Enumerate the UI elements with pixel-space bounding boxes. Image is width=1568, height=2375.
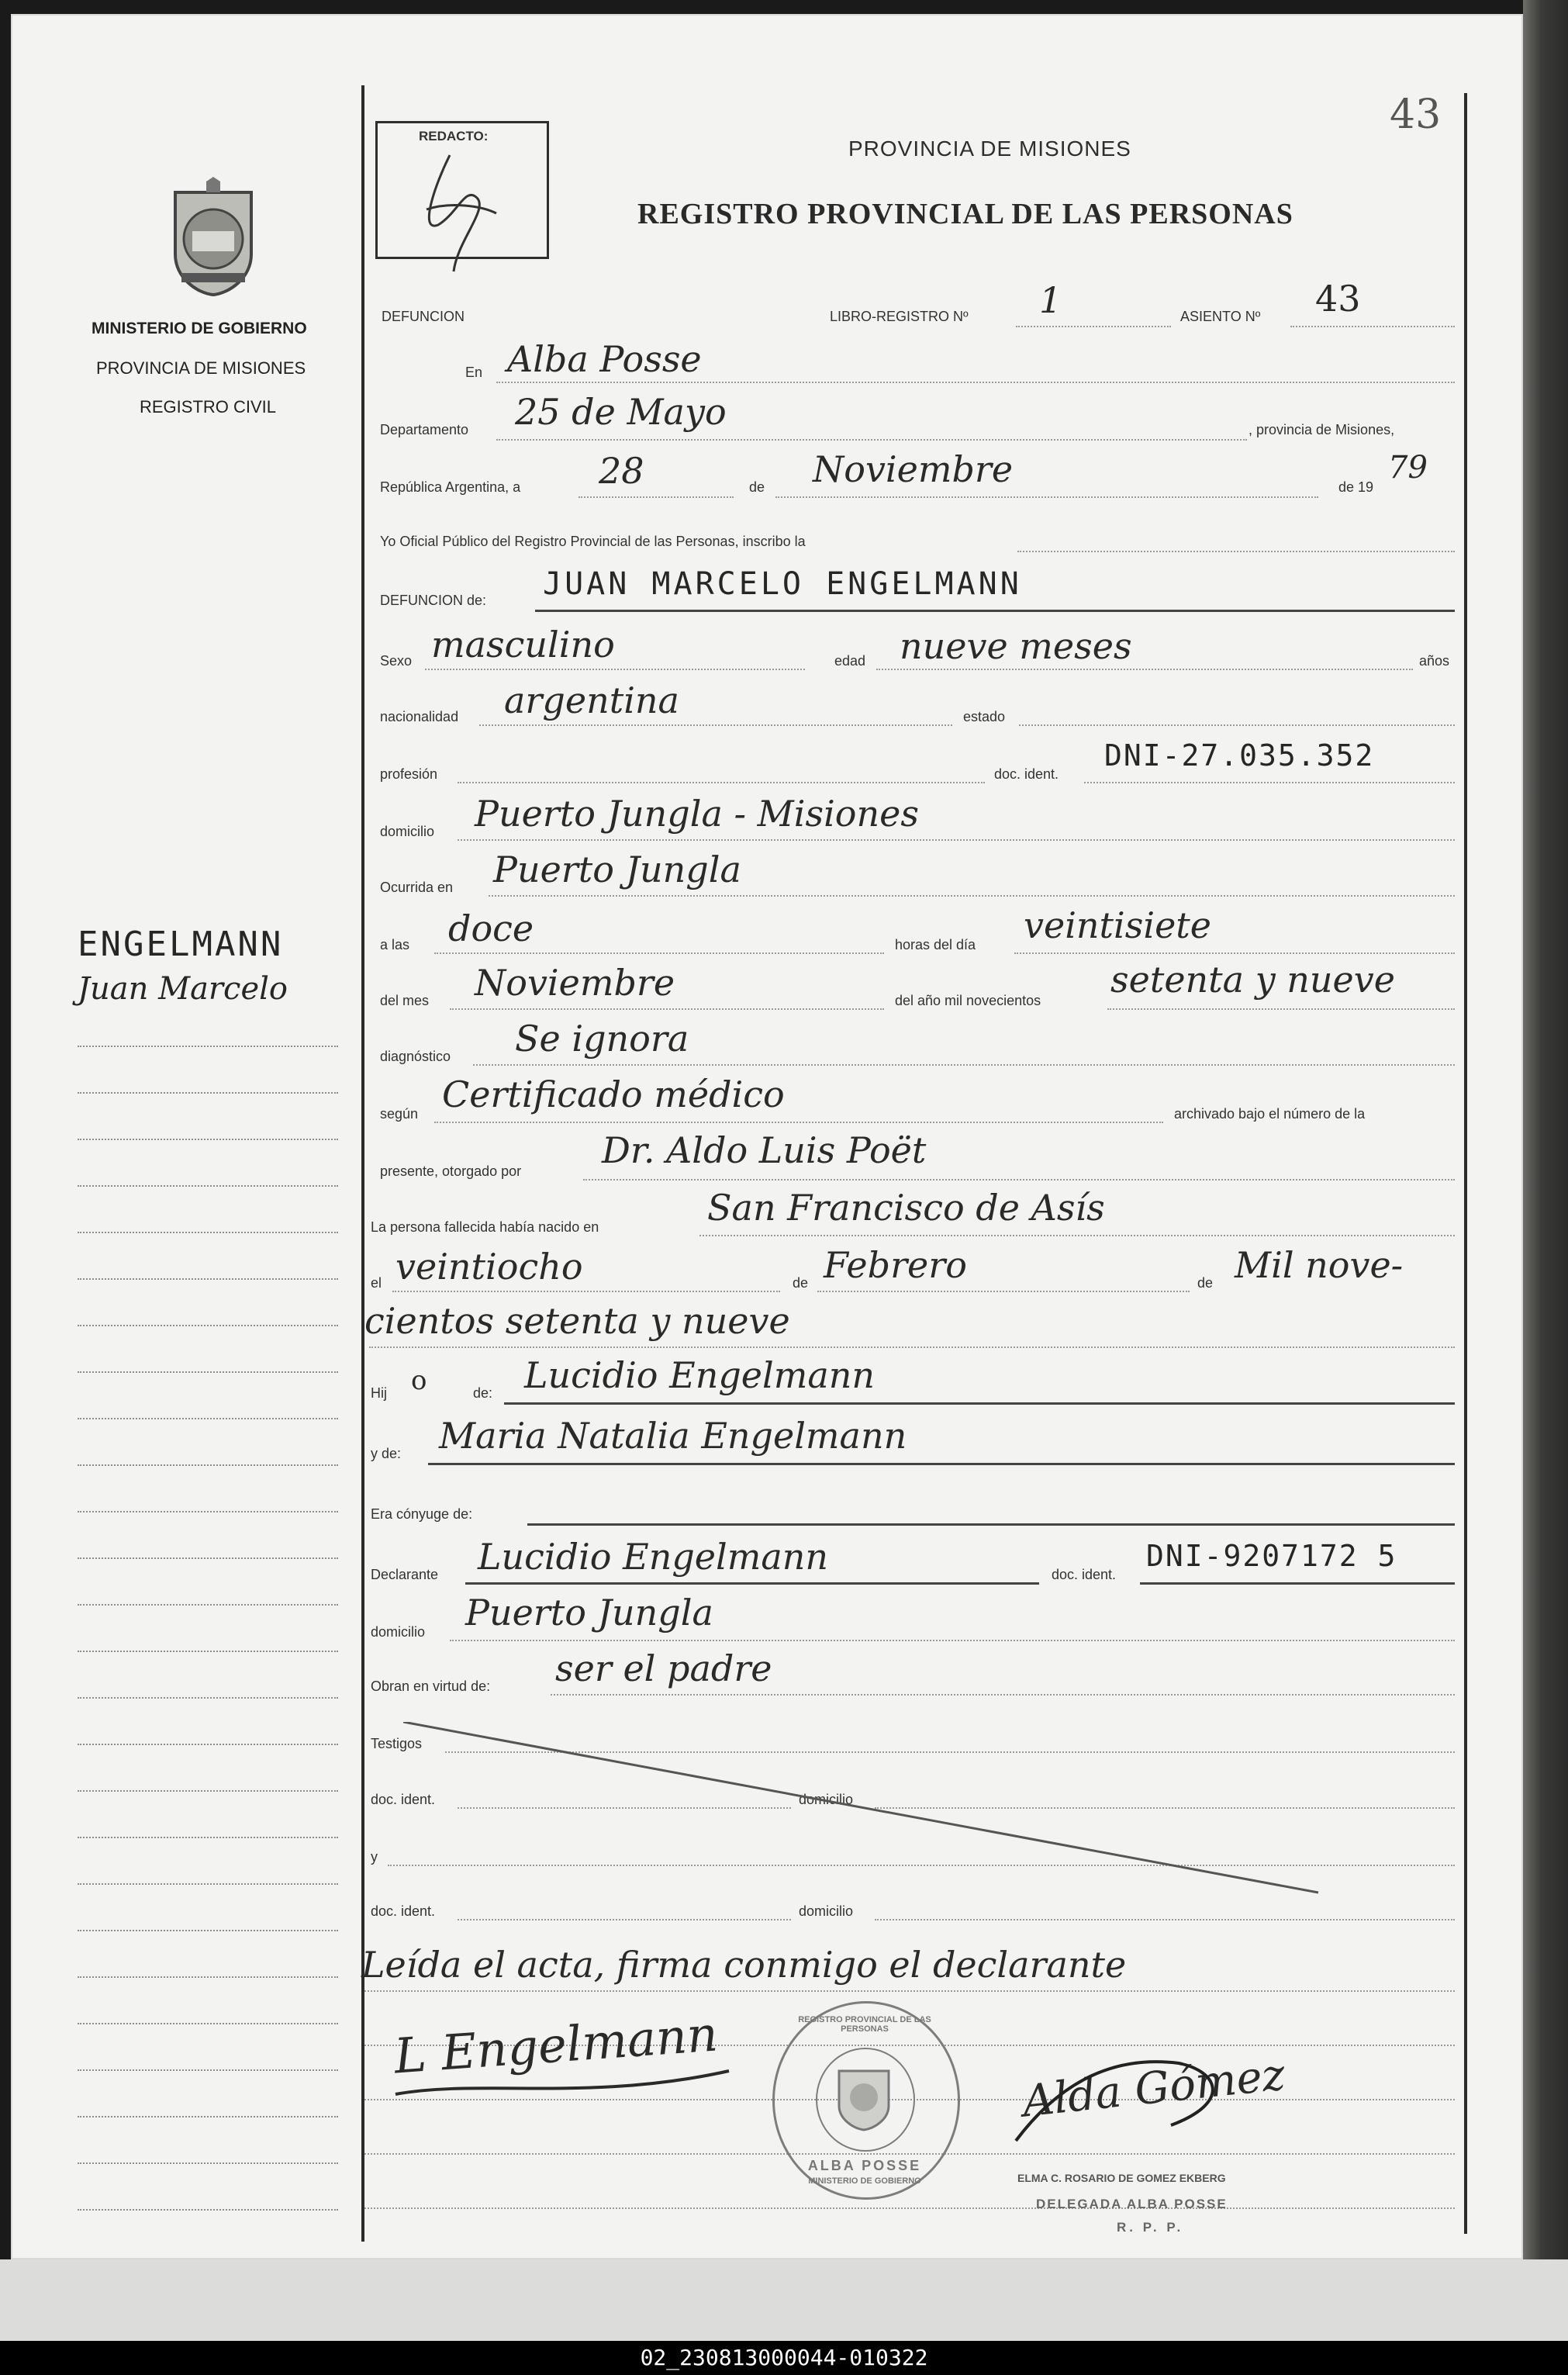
doc-ident-line (1084, 782, 1455, 783)
margin-note-surname: ENGELMANN (78, 925, 284, 964)
anos-label: años (1419, 653, 1450, 669)
margin-line (78, 2069, 338, 2071)
t2-doc-line (458, 1919, 791, 1920)
coat-of-arms-logo (160, 177, 267, 296)
departamento-label: Departamento (380, 422, 469, 437)
del-mes-value: Noviembre (475, 962, 675, 1004)
month-line (775, 496, 1318, 498)
asiento-value: 43 (1315, 278, 1361, 320)
declarante-signature: L Engelmann (392, 2005, 720, 2085)
de3-value: Mil nove- (1235, 1244, 1404, 1286)
presente-value: Dr. Aldo Luis Poët (602, 1129, 927, 1171)
del-mes-label: del mes (380, 993, 430, 1008)
margin-line (78, 1883, 338, 1885)
margin-line (78, 1697, 338, 1699)
obran-line (551, 1694, 1455, 1696)
declarante-label: Declarante (371, 1567, 439, 1582)
month-value: Noviembre (813, 448, 1014, 490)
scan-filename: 02_230813000044-010322 (0, 2341, 1568, 2375)
edad-label: edad (834, 653, 866, 669)
margin-line (78, 1837, 338, 1838)
de2-label: de (793, 1275, 809, 1291)
departamento-value: 25 de Mayo (515, 391, 727, 433)
day-value: 28 (599, 450, 644, 492)
declarante-signature-flourish (388, 2063, 744, 2110)
horas-line (1014, 952, 1455, 954)
diagnostico-label: diagnóstico (380, 1049, 451, 1064)
profesion-label: profesión (380, 766, 438, 782)
libro-value: 1 (1039, 279, 1062, 321)
header-registry: REGISTRO PROVINCIAL DE LAS PERSONAS (637, 198, 1293, 230)
de-label: de (749, 479, 765, 495)
margin-line (78, 1139, 338, 1140)
decl-doc-line (1140, 1582, 1455, 1585)
en-label: En (465, 365, 483, 380)
margin-line (78, 1511, 338, 1512)
horas-value: veintisiete (1024, 904, 1211, 946)
signature-area-line (364, 2207, 1455, 2209)
margin-line (78, 2116, 338, 2117)
sexo-line (425, 669, 805, 670)
father-line (504, 1402, 1455, 1405)
margin-line (78, 1604, 338, 1606)
libro-label: LIBRO-REGISTRO Nº (830, 309, 969, 324)
declarante-line (465, 1582, 1039, 1585)
estado-label: estado (963, 709, 1006, 724)
t1-doc-label: doc. ident. (371, 1792, 436, 1807)
ocurrida-line (489, 895, 1455, 897)
segun-value: Certificado médico (442, 1073, 785, 1115)
day-line (579, 496, 734, 498)
profesion-line (458, 782, 985, 783)
segun-line (434, 1122, 1163, 1123)
a-las-line (434, 952, 884, 954)
en-value: Alba Posse (507, 338, 702, 380)
a-las-value: doce (448, 907, 534, 949)
ano-label: del año mil novecientos (895, 993, 1041, 1008)
decl-domicilio-value: Puerto Jungla (465, 1592, 713, 1633)
margin-line (78, 1464, 338, 1466)
margin-line (78, 2023, 338, 2024)
decl-domicilio-line (450, 1640, 1455, 1641)
presente-label: presente, otorgado por (380, 1163, 522, 1179)
sexo-value: masculino (431, 624, 615, 665)
margin-line (78, 1930, 338, 1931)
declarante-value: Lucidio Engelmann (478, 1536, 829, 1578)
stamp-sub-text: MINISTERIO DE GOBIERNO (808, 2176, 921, 2186)
de3-label: de (1197, 1275, 1214, 1291)
edad-line (876, 669, 1413, 670)
nacionalidad-label: nacionalidad (380, 709, 459, 724)
t1-dom-label: domicilio (799, 1792, 854, 1807)
margin-line (78, 1325, 338, 1326)
horas-label: horas del día (895, 937, 976, 952)
de2-value: Febrero (824, 1244, 967, 1286)
nacido-line (699, 1235, 1455, 1236)
margin-line (78, 1232, 338, 1233)
margin-line (78, 1651, 338, 1652)
de2-line (817, 1291, 1190, 1292)
nacionalidad-value: argentina (504, 679, 679, 721)
sidebar-civil: REGISTRO CIVIL (140, 397, 277, 417)
el-label: el (371, 1275, 382, 1291)
hijo-de-label: de: (473, 1385, 493, 1401)
closing-line (364, 1990, 1455, 1992)
el-value: veintiocho (395, 1246, 583, 1288)
page-number: 43 (1390, 92, 1442, 138)
defuncion-de-label: DEFUNCION de: (380, 593, 487, 608)
stamp-emblem (831, 2063, 896, 2133)
oficial-text: Yo Oficial Público del Registro Provincial de las Personas, inscribo la (380, 534, 806, 549)
stamp-top-text: REGISTRO PROVINCIAL DE LAS PERSONAS (798, 2015, 931, 2034)
right-margin-rule (1464, 93, 1467, 2234)
official-line-3: R. P. P. (1117, 2220, 1184, 2235)
en-line (496, 382, 1455, 383)
decl-doc-value: DNI-9207172 5 (1146, 1539, 1397, 1573)
del-mes-line (450, 1008, 884, 1010)
mother-value: Maria Natalia Engelmann (439, 1415, 907, 1457)
official-signature-flourish (1000, 2048, 1264, 2156)
redacto-initials (403, 140, 512, 279)
mother-line (428, 1463, 1455, 1465)
father-value: Lucidio Engelmann (524, 1354, 876, 1396)
sidebar-ministry: MINISTERIO DE GOBIERNO (92, 320, 307, 337)
libro-line (1016, 326, 1171, 327)
redacto-label: REDACTO: (419, 129, 489, 143)
presente-line (583, 1179, 1455, 1181)
margin-line (78, 1092, 338, 1094)
official-line-1: ELMA C. ROSARIO DE GOMEZ EKBERG (1017, 2172, 1226, 2184)
margin-line (78, 2209, 338, 2211)
y-de-label: y de: (371, 1446, 402, 1461)
t2-dom-label: domicilio (799, 1903, 854, 1919)
el-line (392, 1291, 780, 1292)
margin-line (78, 1744, 338, 1745)
defuncion-label: DEFUNCION (382, 309, 465, 324)
ano-value: setenta y nueve (1110, 959, 1395, 1001)
deceased-name-line (535, 610, 1455, 612)
conyuge-label: Era cónyuge de: (371, 1506, 473, 1522)
hijo-suffix: o (411, 1365, 427, 1396)
nacionalidad-line (479, 724, 952, 726)
doc-ident-value: DNI-27.035.352 (1104, 738, 1375, 773)
domicilio-line (458, 839, 1455, 841)
domicilio-value: Puerto Jungla - Misiones (475, 793, 919, 835)
nacido-value: San Francisco de Asís (707, 1187, 1105, 1229)
oficial-line (1017, 551, 1455, 552)
year-cont-line (369, 1347, 1455, 1348)
conyuge-line (527, 1523, 1455, 1526)
margin-line (78, 1371, 338, 1373)
obran-label: Obran en virtud de: (371, 1678, 491, 1694)
obran-value: ser el padre (555, 1647, 772, 1689)
margin-note-name: Juan Marcelo (78, 971, 288, 1007)
stamp-bottom-text: ALBA POSSE (807, 2158, 922, 2173)
asiento-line (1290, 326, 1455, 327)
book-spine (1523, 0, 1568, 2280)
ocurrida-value: Puerto Jungla (493, 849, 741, 890)
margin-line (78, 2162, 338, 2164)
republica-label: República Argentina, a (380, 479, 521, 495)
segun-label: según (380, 1106, 419, 1122)
asiento-label: ASIENTO Nº (1180, 309, 1261, 324)
decl-doc-label: doc. ident. (1052, 1567, 1117, 1582)
archivado-label: archivado bajo el número de la (1174, 1106, 1366, 1122)
testigos-strike-line (403, 1722, 1334, 1900)
a-las-label: a las (380, 937, 410, 952)
diagnostico-line (473, 1064, 1455, 1066)
provincia-suffix: , provincia de Misiones, (1249, 422, 1395, 437)
margin-line (78, 1278, 338, 1280)
margin-line (78, 1790, 338, 1792)
header-province: PROVINCIA DE MISIONES (848, 137, 1131, 161)
left-margin-rule (361, 85, 364, 2242)
margin-line (78, 1185, 338, 1187)
ocurrida-label: Ocurrida en (380, 880, 454, 895)
official-line-2: DELEGADA ALBA POSSE (1036, 2197, 1228, 2211)
page-bottom-edge (0, 2259, 1568, 2341)
t2-dom-line (875, 1919, 1455, 1920)
diagnostico-value: Se ignora (515, 1018, 689, 1060)
ano-line (1107, 1008, 1455, 1010)
sexo-label: Sexo (380, 653, 413, 669)
estado-line (1019, 724, 1455, 726)
margin-line (78, 1557, 338, 1559)
nacido-label: La persona fallecida había nacido en (371, 1219, 599, 1235)
departamento-line (496, 439, 1247, 441)
sidebar-province: PROVINCIA DE MISIONES (96, 358, 306, 378)
year-label: de 19 (1338, 479, 1374, 495)
margin-line (78, 1418, 338, 1419)
year-cont-value: cientos setenta y nueve (364, 1300, 790, 1342)
decl-domicilio-label: domicilio (371, 1624, 426, 1640)
domicilio-label: domicilio (380, 824, 435, 839)
edad-value: nueve meses (900, 625, 1132, 667)
margin-line (78, 1976, 338, 1978)
closing-text: Leída el acta, firma conmigo el declarante (361, 1944, 1127, 1986)
margin-line (78, 1046, 338, 1047)
doc-ident-label: doc. ident. (994, 766, 1059, 782)
testigos-label: Testigos (371, 1736, 423, 1751)
year-value: 79 (1388, 450, 1428, 486)
hijo-label: Hij (371, 1385, 387, 1401)
official-signature: Alda Gómez (1020, 2049, 1288, 2128)
y-label: y (371, 1849, 378, 1865)
t2-doc-label: doc. ident. (371, 1903, 436, 1919)
deceased-name: JUAN MARCELO ENGELMANN (543, 566, 1022, 602)
